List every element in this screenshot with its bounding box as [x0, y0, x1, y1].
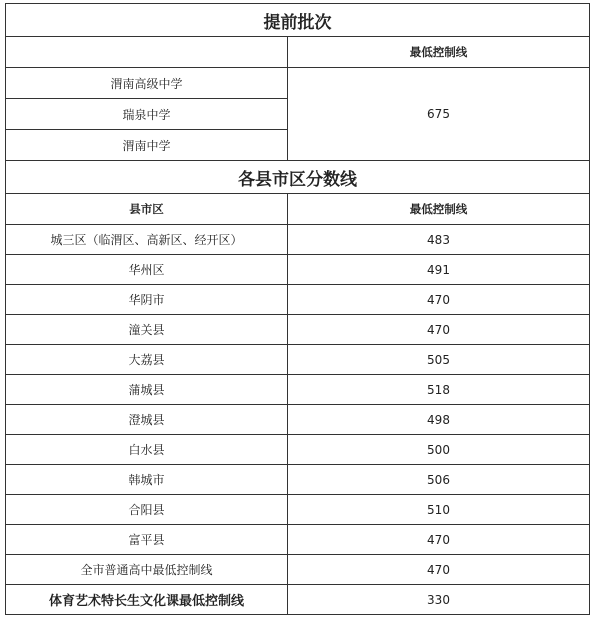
table-row	[6, 255, 590, 285]
district-score: 510	[288, 495, 590, 525]
school-name: 渭南中学	[6, 130, 288, 161]
table-row	[6, 405, 590, 435]
score-table	[5, 3, 590, 615]
district-score: 470	[288, 525, 590, 555]
table-row	[6, 375, 590, 405]
early-batch-header-score: 最低控制线	[288, 37, 590, 68]
district-name: 大荔县	[6, 345, 288, 375]
district-score: 483	[288, 225, 590, 255]
district-name: 全市普通高中最低控制线	[6, 555, 288, 585]
district-name: 体育艺术特长生文化课最低控制线	[6, 585, 288, 615]
table-row	[6, 435, 590, 465]
districts-header-score: 最低控制线	[288, 194, 590, 225]
school-name: 渭南高级中学	[6, 68, 288, 99]
table-row	[6, 285, 590, 315]
district-score: 330	[288, 585, 590, 615]
table-row	[6, 585, 590, 615]
district-score: 470	[288, 315, 590, 345]
early-batch-title: 提前批次	[6, 4, 590, 37]
district-name: 华阴市	[6, 285, 288, 315]
district-name: 澄城县	[6, 405, 288, 435]
district-name: 合阳县	[6, 495, 288, 525]
district-score: 505	[288, 345, 590, 375]
table-row	[6, 465, 590, 495]
district-score: 500	[288, 435, 590, 465]
table-row	[6, 495, 590, 525]
table-row	[6, 525, 590, 555]
district-name: 白水县	[6, 435, 288, 465]
district-score: 470	[288, 285, 590, 315]
table-row	[6, 315, 590, 345]
districts-header-name: 县市区	[6, 194, 288, 225]
district-score: 518	[288, 375, 590, 405]
district-score: 498	[288, 405, 590, 435]
district-name: 潼关县	[6, 315, 288, 345]
district-name: 蒲城县	[6, 375, 288, 405]
district-score: 506	[288, 465, 590, 495]
district-name: 富平县	[6, 525, 288, 555]
district-name: 城三区（临渭区、高新区、经开区）	[6, 225, 288, 255]
table-row	[6, 225, 590, 255]
district-name: 华州区	[6, 255, 288, 285]
table-row	[6, 555, 590, 585]
table-row	[6, 345, 590, 375]
district-score: 491	[288, 255, 590, 285]
school-name: 瑞泉中学	[6, 99, 288, 130]
district-name: 韩城市	[6, 465, 288, 495]
early-batch-header-blank	[6, 37, 288, 68]
district-score: 470	[288, 555, 590, 585]
districts-title: 各县市区分数线	[6, 161, 590, 194]
early-batch-score: 675	[288, 68, 590, 161]
